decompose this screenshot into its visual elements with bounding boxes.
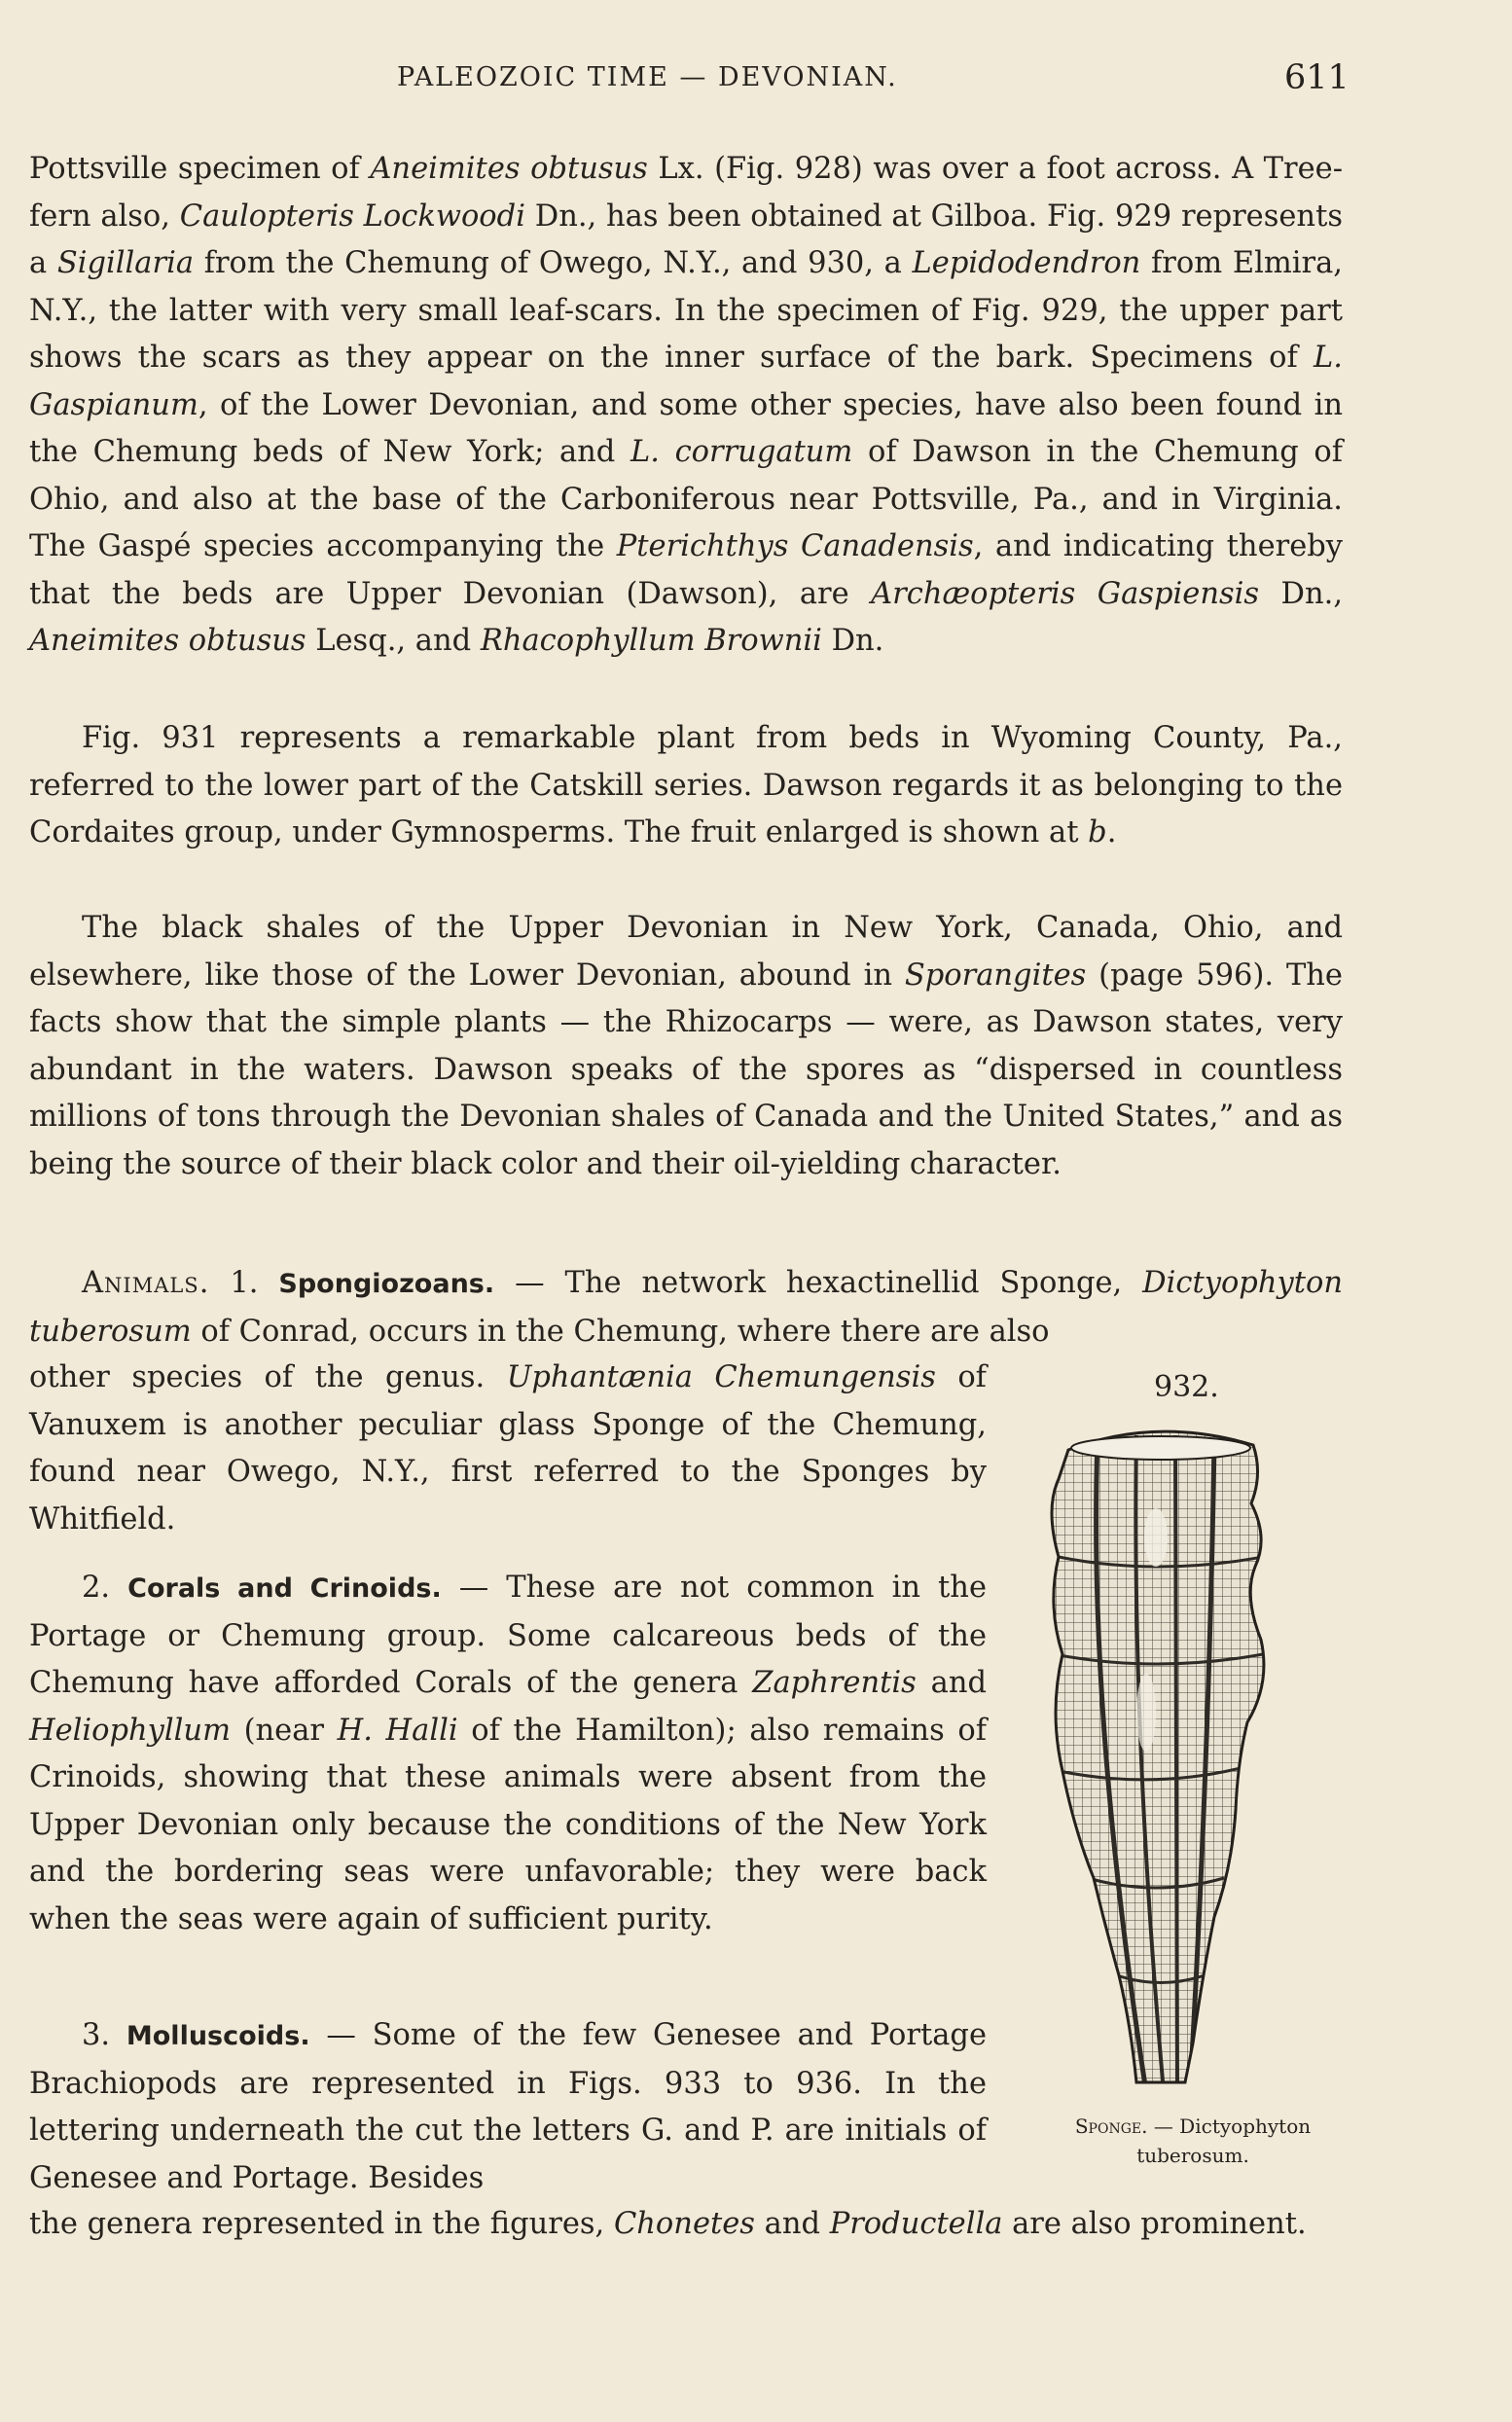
caption-text: — Dictyophyton tuberosum. (1136, 2115, 1312, 2167)
paragraph-plants-continued: Pottsville specimen of Aneimites obtusus Lx. (Fig. 928) was over a foot across. A Tree-fern also, Caulopteris Lockwoodi Dn., has been obtained at Gilboa. Fig. 929 represents a Sigillaria from the Chemung of Owego, N.Y., and 930, a Lepidodendron from Elmira, N.Y., the latter with very small leaf-scars. In the specimen of Fig. 929, the upper part shows the scars as they appear on the inner surface of the bark. Specimens of L. Gaspianum, of the Lower Devonian, and some other species, have also been found in the Chemung beds of New York; and L. corrugatum of Dawson in the Chemung of Ohio, and also at the base of the Carboniferous near Pottsville, Pa., and in Virginia. The Gaspé species accompanying the Pterichthys Canadensis, and indicating thereby that the beds are Upper Devonian (Dawson), are Archæopteris Gaspiensis Dn., Aneimites obtusus Lesq., and Rhacophyllum Brownii Dn. (29, 152, 1344, 658)
figure-caption (1037, 2112, 1349, 2170)
running-header (29, 58, 1350, 111)
paragraph-molluscoids-continued: the genera represented in the figures, Chonetes and Productella are also prominent. (29, 2207, 1307, 2241)
paragraph-spongiozoans-continued: other species of the genus. Uphantænia Chemungensis of Vanuxem is another peculiar glass Sponge of the Chemung, found near Owego, N.Y., first referred to the Sponges by Whitfield. (29, 1360, 987, 1536)
paragraph-molluscoids: 3. Molluscoids. — Some of the few Genesee and Portage Brachiopods are represented in Figs. 933 to 936. In the lettering underneath the cut the letters G. and P. are initials of Genesee and Portage. Besides (29, 2018, 988, 2195)
paragraph-fig-931: Fig. 931 represents a remarkable plant from beds in Wyoming County, Pa., referred to the lower part of the Catskill series. Dawson regards it as belonging to the Cordaites group, under Gymnosperms. The fruit enlarged is shown at b. (29, 721, 1343, 850)
paragraph-animals-spongiozoans: Animals. 1. Spongiozoans. — The network hexactinellid Sponge, Dictyophyton tuberosum of Conrad, occurs in the Chemung, where there are also (29, 1266, 1343, 1349)
paragraph-corals-crinoids: 2. Corals and Crinoids. — These are not common in the Portage or Chemung group. Some calcareous beds of the Chemung have afforded Corals of the genera Zaphrentis and Heliophyllum (near H. Halli of the Hamilton); also remains of Crinoids, showing that these animals were absent from the Upper Devonian only because the conditions of the New York and the bordering seas were unfavorable; they were back when the seas were again of sufficient purity. (29, 1571, 987, 1936)
figure-number: 932. (1154, 1370, 1219, 1404)
caption-lead: Sponge. (1074, 2115, 1148, 2138)
sponge-illustration (1029, 1421, 1282, 2102)
page-number: 611 (1284, 58, 1350, 97)
running-title: PALEOZOIC TIME — DEVONIAN. (397, 62, 898, 92)
paragraph-black-shales: The black shales of the Upper Devonian in New York, Canada, Ohio, and elsewhere, like those of the Lower Devonian, abound in Sporangites (page 596). The facts show that the simple plants — the Rhizocarps — were, as Dawson states, very abundant in the waters. Dawson speaks of the spores as “dispersed in countless millions of tons through the Devonian shales of Canada and the United States,” and as being the source of their black color and their oil-yielding character. (29, 911, 1343, 1181)
